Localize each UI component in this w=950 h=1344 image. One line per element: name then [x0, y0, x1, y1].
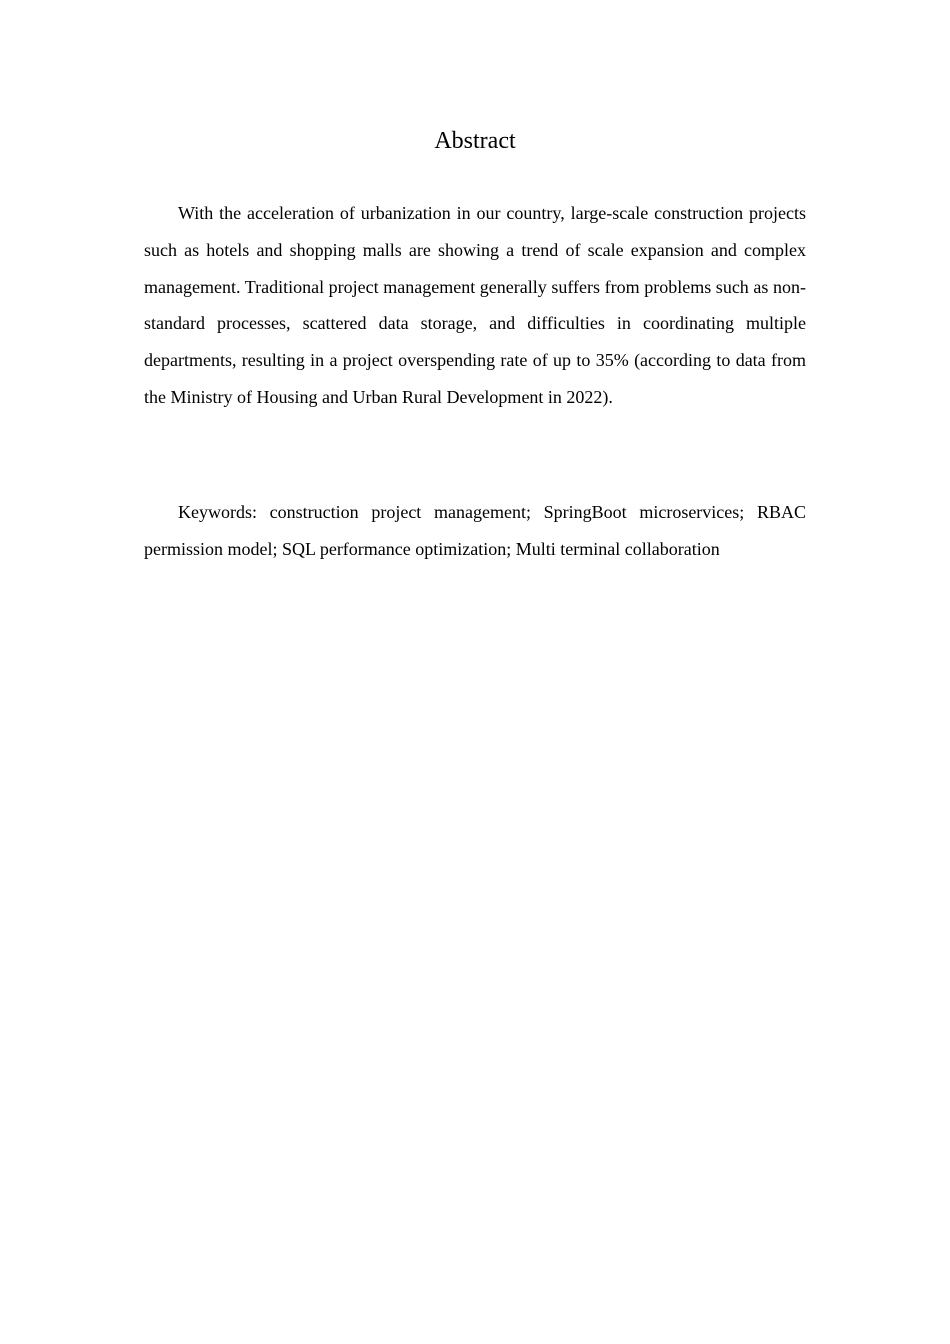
abstract-paragraph: With the acceleration of urbanization in our country, large-scale construction projects such as hotels and shopping malls are showing a trend of scale expansion and complex management. Traditional project management generally suffers from problems such as non-standard processes, scattered data storage, and difficulties in coordinating multiple departments, resulting in a project overspending rate of up to 35% (according to data from the Ministry of Housing and Urban Rural Development in 2022).	[144, 203, 806, 407]
page-title: Abstract	[434, 128, 516, 154]
keywords-paragraph: Keywords: construction project management; SpringBoot microservices; RBAC permission model; SQL performance optimization; Multi terminal collaboration	[144, 502, 806, 559]
